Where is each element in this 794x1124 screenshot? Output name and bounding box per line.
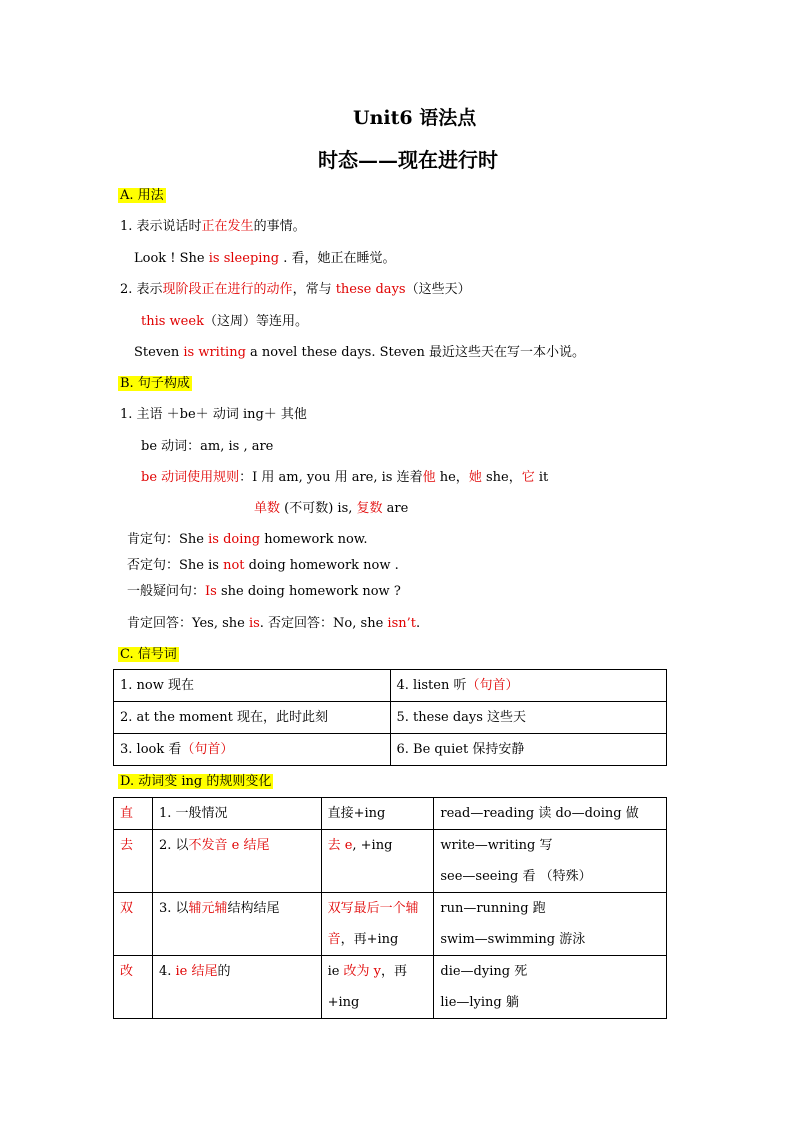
- example-line-2: Steven is writing a novel these days. Steven 最近这些天在写一本小说。: [134, 345, 585, 360]
- rule-key: 双: [114, 893, 153, 956]
- section-a-heading: A. 用法: [120, 188, 164, 203]
- section-d-heading: D. 动词变 ing 的规则变化: [120, 774, 272, 789]
- rule-how: 直接+ing: [321, 798, 434, 830]
- usage-line-2-cont: this week（这周）等连用。: [141, 314, 308, 329]
- table-cell: 5. these days 这些天: [390, 702, 666, 734]
- table-cell: 2. at the moment 现在，此时此刻: [114, 702, 391, 734]
- rule-key: 改: [114, 956, 153, 1019]
- rule-how: 去 e, +ing: [321, 830, 434, 893]
- example-line-1: Look ! She is sleeping . 看，她正在睡觉。: [134, 251, 396, 266]
- rule-desc: 4. ie 结尾的: [152, 956, 321, 1019]
- usage-line-2: 2. 表示现阶段正在进行的动作，常与 these days（这些天）: [120, 282, 471, 297]
- rule-desc: 1. 一般情况: [152, 798, 321, 830]
- answer-line: 肯定回答：Yes, she is. 否定回答：No, she isn’t.: [127, 616, 421, 631]
- rule-key: 去: [114, 830, 153, 893]
- table-cell: 3. look 看（句首）: [114, 734, 391, 766]
- rule-example: run—running 跑 swim—swimming 游泳: [434, 893, 667, 956]
- table-cell: 6. Be quiet 保持安静: [390, 734, 666, 766]
- section-b-heading: B. 句子构成: [120, 376, 190, 391]
- rule-example: read—reading 读 do—doing 做: [434, 798, 667, 830]
- negative-line: 否定句：She is not doing homework now .: [127, 558, 399, 573]
- table-row: [114, 893, 667, 956]
- page-title: Unit6 语法点: [353, 107, 477, 129]
- affirmative-line: 肯定句：She is doing homework now.: [127, 532, 368, 547]
- rule-desc: 3. 以辅元辅结构结尾: [152, 893, 321, 956]
- rule-how: ie 改为 y，再+ing: [321, 956, 434, 1019]
- table-cell: 1. now 现在: [114, 670, 391, 702]
- rule-example: write—writing 写 see—seeing 看 （特殊）: [434, 830, 667, 893]
- be-rule-line: be 动词使用规则：I 用 am, you 用 are, is 连着他 he，她 she，它 it: [141, 470, 549, 485]
- table-row: [114, 670, 667, 702]
- table-row: [114, 702, 667, 734]
- section-c-heading: C. 信号词: [120, 647, 177, 662]
- rule-example: die—dying 死 lie—lying 躺: [434, 956, 667, 1019]
- rule-desc: 2. 以不发音 e 结尾: [152, 830, 321, 893]
- rule-key: 直: [114, 798, 153, 830]
- structure-line: 1. 主语 ＋be＋ 动词 ing＋ 其他: [120, 407, 307, 422]
- table-row: [114, 956, 667, 1019]
- rule-how: 双写最后一个辅 音，再+ing: [321, 893, 434, 956]
- signal-words-table: [113, 669, 667, 766]
- usage-line-1: 1. 表示说话时正在发生的事情。: [120, 219, 306, 234]
- be-rule-number-line: 单数 (不可数) is, 复数 are: [254, 501, 409, 516]
- table-row: [114, 830, 667, 893]
- table-cell: 4. listen 听（句首）: [390, 670, 666, 702]
- be-verbs-line: be 动词：am, is , are: [141, 439, 274, 454]
- question-line: 一般疑问句：Is she doing homework now ?: [127, 584, 401, 599]
- ing-rules-table: [113, 797, 667, 1019]
- page-subtitle: 时态——现在进行时: [318, 148, 498, 172]
- table-row: [114, 798, 667, 830]
- table-row: [114, 734, 667, 766]
